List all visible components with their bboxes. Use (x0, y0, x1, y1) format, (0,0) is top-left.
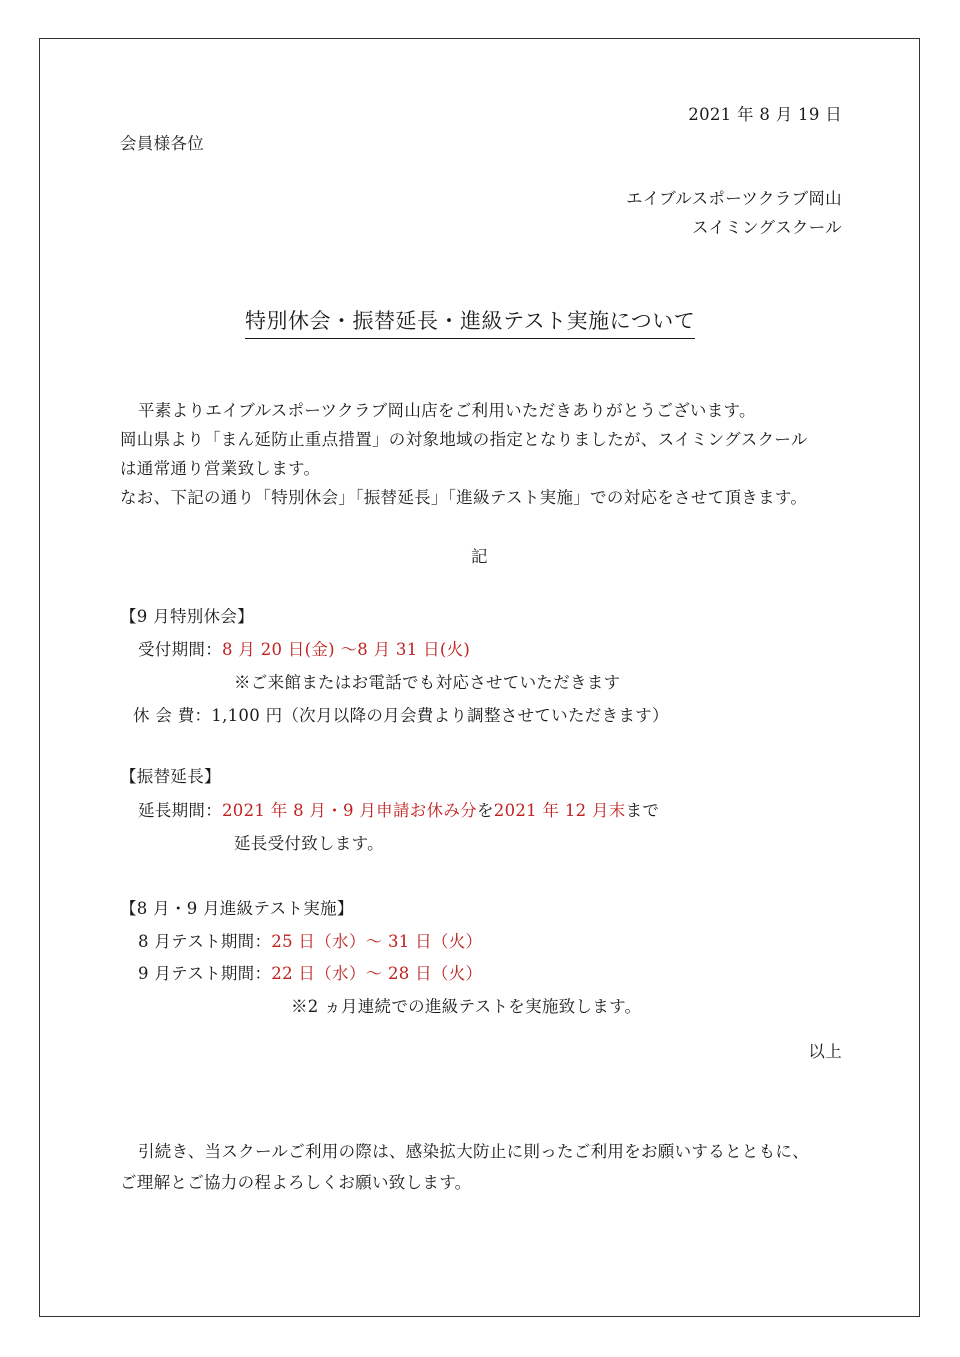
special-leave-fee-value: 1,100 円（次月以降の月会費より調整させていただきます） (211, 706, 669, 725)
intro-line-3: は通常通り営業致します。 (120, 459, 321, 478)
promotion-test-note: ※2 ヵ月連続での進級テストを実施致します。 (291, 997, 642, 1016)
closing-line-1: 引続き、当スクールご利用の際は、感染拡大防止に則ったご利用をお願いするとともに、 (138, 1142, 810, 1161)
special-leave-note: ※ご来館またはお電話でも対応させていただきます (234, 673, 621, 692)
special-leave-period-label: 受付期間： (138, 640, 222, 659)
intro-line-1: 平素よりエイブルスポーツクラブ岡山店をご利用いただきありがとうございます。 (138, 401, 756, 420)
september-test-period (138, 963, 482, 985)
transfer-extension-mid: を (476, 801, 494, 820)
special-leave-period (138, 639, 470, 661)
transfer-extension-period (138, 800, 659, 822)
sender-name: エイブルスポーツクラブ岡山 (626, 189, 842, 208)
document-title: 特別休会・振替延長・進級テスト実施について (245, 306, 695, 339)
transfer-extension-label: 延長期間： (138, 801, 222, 820)
transfer-extension-tail: まで (625, 801, 660, 820)
recipient: 会員様各位 (120, 134, 204, 153)
closing-line-2: ご理解とご協力の程よろしくお願い致します。 (120, 1173, 472, 1192)
section-promotion-test-heading: 【8 月・9 月進級テスト実施】 (120, 899, 354, 918)
transfer-extension-red-2: 2021 年 12 月末 (493, 801, 626, 820)
intro-line-2: 岡山県より「まん延防止重点措置」の対象地域の指定となりましたが、スイミングスクール (120, 430, 808, 449)
september-test-value: 22 日（水）～ 28 日（火） (271, 964, 483, 983)
section-special-leave-heading: 【9 月特別休会】 (120, 607, 254, 626)
september-test-label: 9 月テスト期間： (138, 964, 272, 983)
special-leave-fee (133, 705, 669, 727)
sender-department: スイミングスクール (691, 218, 842, 237)
closing-mark: 以上 (808, 1042, 842, 1061)
transfer-extension-note: 延長受付致します。 (234, 834, 384, 853)
transfer-extension-red-1: 2021 年 8 月・9 月申請お休み分 (222, 801, 477, 820)
section-transfer-extension-heading: 【振替延長】 (120, 767, 221, 786)
intro-line-4: なお、下記の通り「特別休会」「振替延長」「進級テスト実施」での対応をさせて頂きます。 (120, 488, 808, 507)
special-leave-fee-label: 休 会 費： (133, 706, 212, 725)
special-leave-period-value: 8 月 20 日(金) ～8 月 31 日(火) (222, 640, 471, 659)
august-test-value: 25 日（水）～ 31 日（火） (271, 932, 483, 951)
august-test-period (138, 931, 482, 953)
document-date: 2021 年 8 月 19 日 (688, 105, 842, 124)
ki-mark: 記 (471, 547, 488, 566)
august-test-label: 8 月テスト期間： (138, 932, 272, 951)
